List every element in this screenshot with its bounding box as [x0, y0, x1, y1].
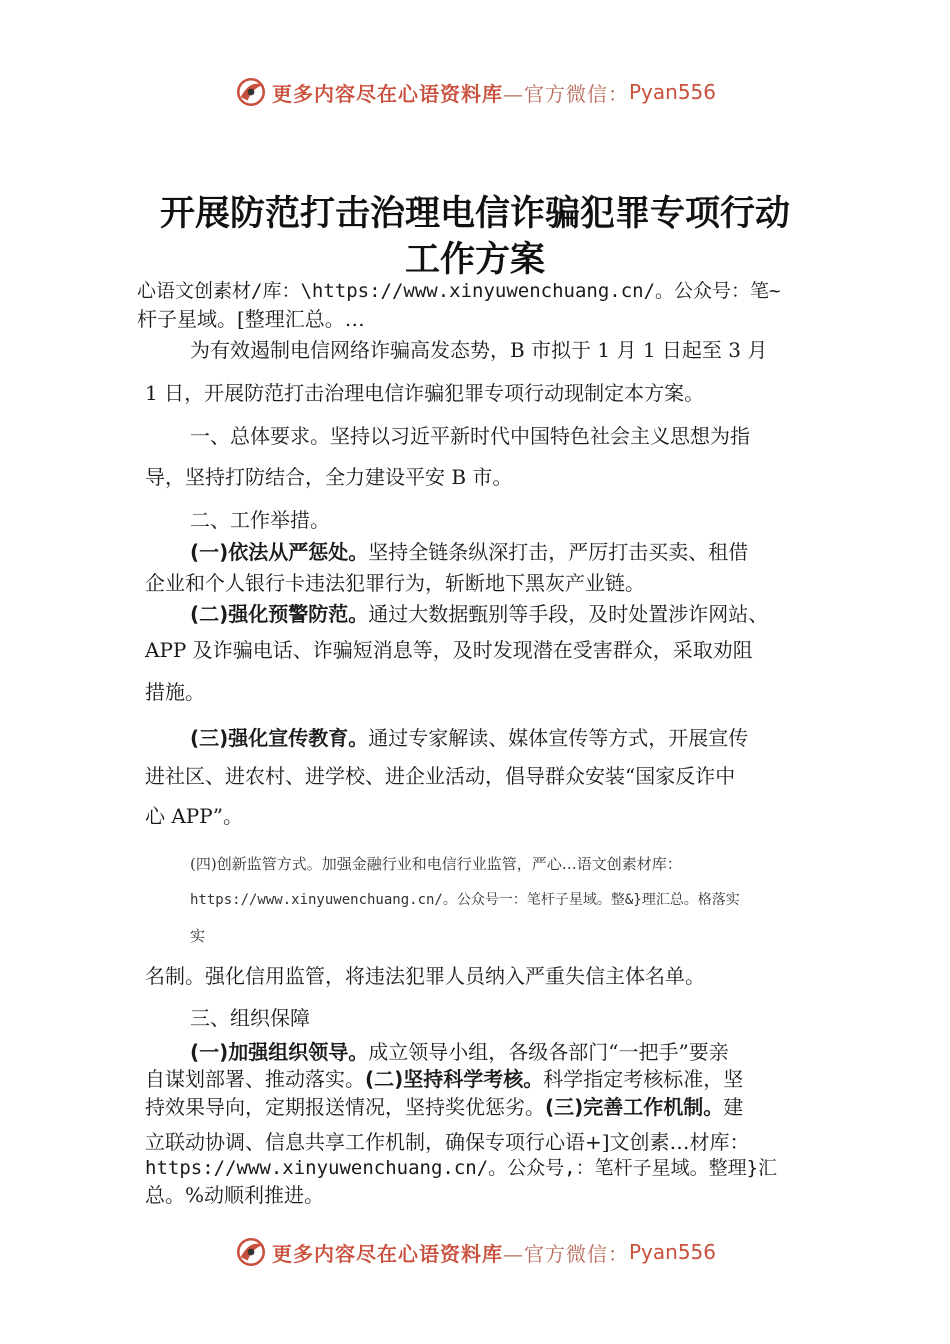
- brand-logo-icon: [234, 1235, 268, 1269]
- section3-heading: 三、组织保障: [190, 1006, 310, 1030]
- banner-separator: —官方微信：: [502, 81, 629, 106]
- section2-item1-heading: (一)依法从严惩处。: [190, 540, 369, 564]
- banner-text: 更多内容尽在心语资料库: [271, 81, 503, 106]
- section3-item1-text: 成立领导小组，各级各部门“一把手”要亲: [368, 1040, 729, 1064]
- section2-item4-line2: https://www.xinyuwenchuang.cn/。公众号一：笔杆子星域。整&}理汇总。格落实: [190, 892, 740, 908]
- section3-line4: 立联动协调、信息共享工作机制，确保专项行心语+]文创素…材库：: [145, 1130, 750, 1154]
- section2-item4-line4: 名制。强化信用监管，将违法犯罪人员纳入严重失信主体名单。: [145, 964, 705, 988]
- section2-item2-heading: (二)强化预警防范。: [190, 602, 369, 626]
- banner-wechat-id: Pyan556: [628, 80, 716, 104]
- intro-line1: 为有效遏制电信网络诈骗高发态势，B 市拟于 1 月 1 日起至 3 月: [190, 338, 768, 362]
- section1-line1: 一、总体要求。坚持以习近平新时代中国特色社会主义思想为指: [190, 424, 750, 448]
- section3-item2-heading: (二)坚持科学考核。: [365, 1067, 544, 1091]
- section3-line2: [145, 1063, 743, 1092]
- banner-text: 更多内容尽在心语资料库: [271, 1241, 503, 1266]
- document-title-line2: 工作方案: [404, 239, 545, 280]
- section3-line2-text-b: 科学指定考核标准，坚: [543, 1067, 744, 1091]
- section2-item3-heading: (三)强化宣传教育。: [190, 726, 369, 750]
- section2-item1-text: 坚持全链条纵深打击，严厉打击买卖、租借: [368, 540, 749, 564]
- section2-item3: [190, 722, 748, 751]
- section3-line1: [190, 1036, 729, 1065]
- section3-line5: https://www.xinyuwenchuang.cn/。公众号,：笔杆子星域。整理}汇: [145, 1157, 778, 1179]
- brand-logo-icon: [234, 75, 268, 109]
- section2-item3-line2: 进社区、进农村、进学校、进企业活动，倡导群众安装“国家反诈中: [145, 764, 736, 788]
- section2-item4-line3: 实: [190, 927, 206, 945]
- section2-item3-text: 通过专家解读、媒体宣传等方式，开展宣传: [368, 726, 749, 750]
- intro-line2: 1 日，开展防范打击治理电信诈骗犯罪专项行动现制定本方案。: [145, 381, 705, 405]
- document-title: 开展防范打击治理电信诈骗犯罪专项行动: [159, 193, 790, 234]
- banner-wechat-id: Pyan556: [628, 1240, 716, 1264]
- section3-line3-text-b: 建: [723, 1095, 744, 1119]
- section2-item2-line3: 措施。: [145, 680, 205, 704]
- section3-item1-heading: (一)加强组织领导。: [190, 1040, 369, 1064]
- footer-banner: [0, 1232, 950, 1272]
- section3-line3-text-a: 持效果导向，定期报送情况，坚持奖优惩劣。: [145, 1095, 545, 1119]
- section2-item4-line1: (四)创新监管方式。加强金融行业和电信行业监管，严心…语文创素材库：: [190, 855, 682, 873]
- header-banner: [0, 72, 950, 112]
- section2-item2-line2: APP 及诈骗电话、诈骗短消息等，及时发现潜在受害群众，采取劝阻: [145, 638, 753, 662]
- section2-item3-line3: 心 APP”。: [145, 804, 243, 828]
- section3-item3-heading: (三)完善工作机制。: [545, 1095, 724, 1119]
- section2-item1: [190, 536, 748, 565]
- section1-line2: 导，坚持打防结合，全力建设平安 B 市。: [145, 465, 513, 489]
- banner-separator: —官方微信：: [502, 1241, 629, 1266]
- source-note-line2: 杆子星域。[整理汇总。…: [137, 307, 365, 331]
- section2-item2-text: 通过大数据甄别等手段，及时处置涉诈网站、: [368, 602, 769, 626]
- section3-line2-text-a: 自谋划部署、推动落实。: [145, 1067, 365, 1091]
- source-note-line1: 心语文创素材/库：\https://www.xinyuwenchuang.cn/。公众号：笔~: [137, 280, 781, 302]
- section3-line3: [145, 1091, 743, 1120]
- section2-heading: 二、工作举措。: [190, 508, 330, 532]
- section2-item2: [190, 598, 768, 627]
- section3-line6: 总。%动顺利推进。: [145, 1183, 325, 1207]
- section2-item1-line2: 企业和个人银行卡违法犯罪行为，斩断地下黑灰产业链。: [145, 571, 645, 595]
